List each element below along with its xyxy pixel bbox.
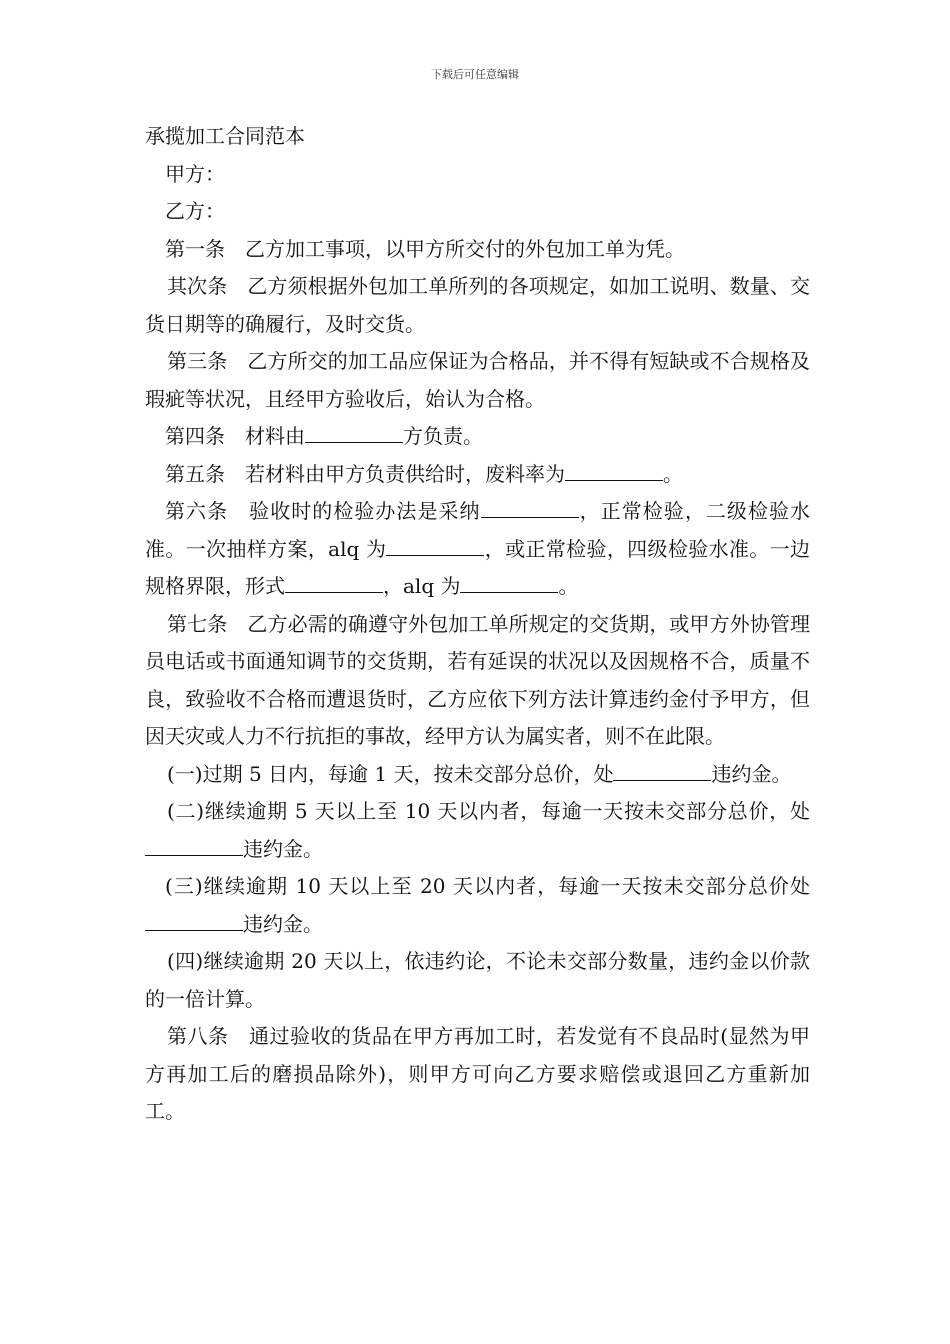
article-7 xyxy=(145,606,810,756)
article-text: ，正常检验，二级检验水准。一次抽样方案，alq 为 xyxy=(145,499,811,561)
article-label: 第五条 xyxy=(165,461,225,486)
item-text: (一)过期 5 日内，每逾 1 天，按未交部分总价，处 xyxy=(167,761,614,786)
penalty-item-3 xyxy=(145,868,810,943)
article-1 xyxy=(145,231,810,269)
penalty-item-1 xyxy=(145,756,810,794)
fill-blank[interactable] xyxy=(460,570,558,593)
item-text: 违约金。 xyxy=(243,836,323,861)
article-5 xyxy=(145,456,810,494)
article-text: 若材料由甲方负责供给时，废料率为 xyxy=(245,461,565,486)
article-3 xyxy=(145,343,810,418)
article-label: 第六条 xyxy=(165,499,229,523)
article-text: 乙方加工事项，以甲方所交付的外包加工单为凭。 xyxy=(245,236,685,261)
item-text: (四)继续逾期 20 天以上，依违约论，不论未交部分数量，违约金以价款的一倍计算。 xyxy=(145,949,810,1011)
item-text: (二)继续逾期 5 天以上至 10 天以内者，每逾一天按未交部分总价，处 xyxy=(167,799,810,823)
article-2 xyxy=(145,268,810,343)
article-text: 乙方须根据外包加工单所列的各项规定，如加工说明、数量、交货日期等的确履行，及时交货。 xyxy=(145,274,811,336)
fill-blank[interactable] xyxy=(305,420,403,443)
document-body xyxy=(145,118,810,1131)
fill-blank[interactable] xyxy=(285,570,383,593)
article-text: ，或正常检验，四级检验水准。一边规格界限，形式 xyxy=(145,536,810,598)
party-b-label: 乙方： xyxy=(165,199,225,223)
article-text: 方负责。 xyxy=(403,424,483,448)
article-text: 乙方必需的确遵守外包加工单所规定的交货期，或甲方外协管理员电话或书面通知调节的交货期，若有延误的状况以及因规格不合，质量不良，致验收不合格而遭退货时，乙方应依下列方法计算违约金付予甲方，但因天灾或人力不行抗拒的事故，经甲方认为属实者，则不在此限。 xyxy=(145,611,811,748)
fill-blank[interactable] xyxy=(145,908,243,931)
article-label: 第八条 xyxy=(167,1024,229,1048)
penalty-item-2 xyxy=(145,793,810,868)
fill-blank[interactable] xyxy=(145,833,243,856)
fill-blank[interactable] xyxy=(386,533,484,556)
article-4 xyxy=(145,418,810,456)
item-text: (三)继续逾期 10 天以上至 20 天以内者，每逾一天按未交部分总价处 xyxy=(165,874,810,898)
article-label: 第三条 xyxy=(167,349,228,373)
article-text: 材料由 xyxy=(245,424,305,448)
item-text: 违约金。 xyxy=(243,911,323,936)
penalty-item-4 xyxy=(145,943,810,1018)
article-label: 第七条 xyxy=(167,611,228,636)
article-text: 。 xyxy=(558,574,579,598)
fill-blank[interactable] xyxy=(565,458,663,481)
article-label: 第四条 xyxy=(165,424,225,448)
article-text: 验收时的检验办法是采纳 xyxy=(248,499,481,523)
party-a-label: 甲方： xyxy=(165,161,225,186)
article-8 xyxy=(145,1018,810,1131)
item-text: 违约金。 xyxy=(711,761,792,786)
page-header: 下载后可任意编辑 xyxy=(431,68,519,81)
article-text: 通过验收的货品在甲方再加工时，若发觉有不良品时(显然为甲方再加工后的磨损品除外)，则甲方可向乙方要求赔偿或退回乙方重新加工。 xyxy=(145,1024,811,1123)
article-6 xyxy=(145,493,810,606)
article-label: 其次条 xyxy=(167,274,228,298)
article-label: 第一条 xyxy=(165,236,225,261)
article-text: ，alq 为 xyxy=(383,574,461,598)
document-title: 承揽加工合同范本 xyxy=(145,124,305,148)
article-text: 乙方所交的加工品应保证为合格品，并不得有短缺或不合规格及瑕疵等状况，且经甲方验收后，始认为合格。 xyxy=(145,349,811,411)
fill-blank[interactable] xyxy=(613,758,711,781)
fill-blank[interactable] xyxy=(481,495,579,518)
article-text: 。 xyxy=(663,461,683,486)
